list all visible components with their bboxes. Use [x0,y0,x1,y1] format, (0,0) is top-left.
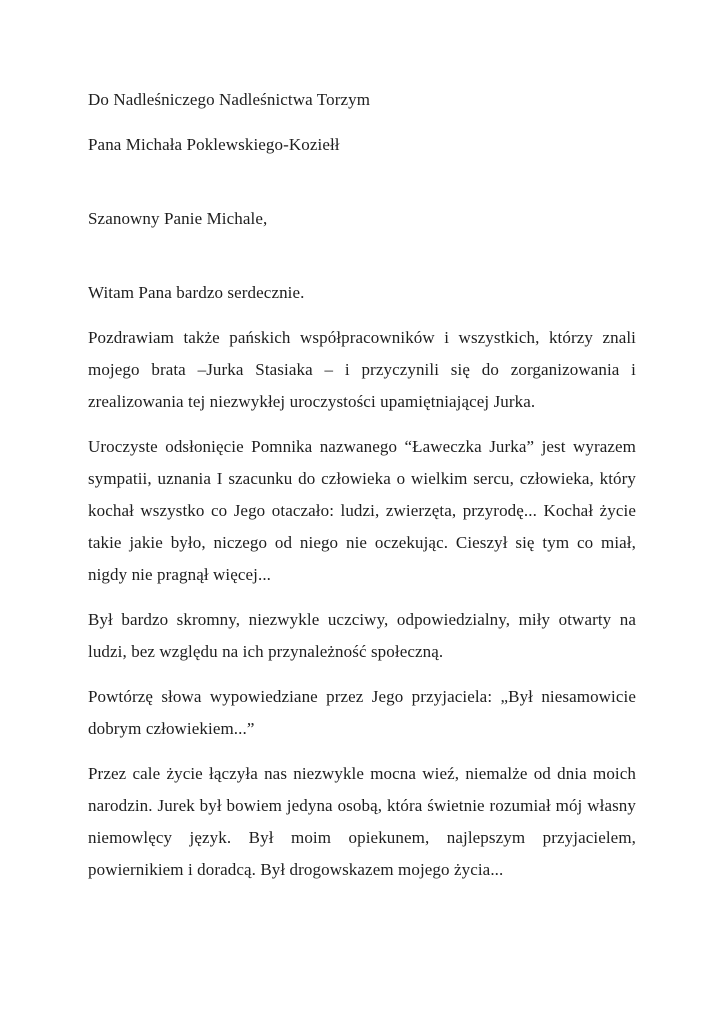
salutation: Szanowny Panie Michale, [88,209,268,228]
recipient-line-1: Do Nadleśniczego Nadleśnictwa Torzym [88,90,371,109]
paragraph-thanks: Pozdrawiam także pańskich współpracowników i wszystkich, którzy znali mojego brata –Jurka Stasiaka – i przyczynili się do zorganizowania i zrealizowania tej niezwykłej uroczystości upamiętniającej Jurka. [88,328,636,411]
paragraph-character: Był bardzo skromny, niezwykle uczciwy, odpowiedzialny, miły otwarty na ludzi, bez względu na ich przynależność społeczną. [88,610,636,661]
paragraph-quote: Powtórzę słowa wypowiedziane przez Jego przyjaciela: „Był niesamowicie dobrym człowiekiem...” [88,687,636,738]
paragraph-greeting: Witam Pana bardzo serdecznie. [88,283,305,302]
recipient-line-2: Pana Michała Poklewskiego-Koziełł [88,135,340,154]
paragraph-monument: Uroczyste odsłonięcie Pomnika nazwanego “Ławeczka Jurka” jest wyrazem sympatii, uznania I szacunku do człowieka o wielkim sercu, człowieka, który kochał wszystko co Jego otaczało: ludzi, zwierzęta, przyrodę... Kochał życie takie jakie było, niczego od niego nie oczekując. Cieszył się tym co miał, nigdy nie pragnął więcej... [88,437,636,584]
paragraph-bond: Przez cale życie łączyła nas niezwykle mocna wieź, niemalże od dnia moich narodzin. Jurek był bowiem jedyna osobą, która świetnie rozumiał mój własny niemowlęcy język. Był moim opiekunem, najlepszym przyjacielem, powiernikiem i doradcą. Był drogowskazem mojego życia... [88,764,636,879]
